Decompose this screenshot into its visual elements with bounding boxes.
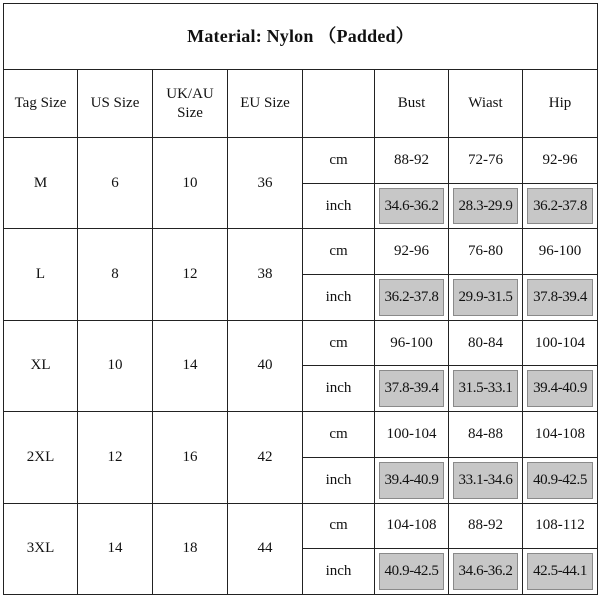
bust-inch-value: 34.6-36.2 — [384, 197, 439, 214]
header-uk-au-size: UK/AU Size — [153, 70, 228, 138]
us-size-cell: 6 — [78, 138, 153, 229]
eu-size-cell: 36 — [228, 138, 303, 229]
hip-cm-cell: 100-104 — [523, 320, 598, 366]
hip-inch-value: 42.5-44.1 — [533, 563, 587, 580]
table-row — [4, 320, 598, 366]
waist-inch-cell — [449, 183, 523, 229]
hip-cm-cell: 104-108 — [523, 412, 598, 458]
hip-inch-cell — [523, 549, 598, 595]
us-size-cell: 14 — [78, 503, 153, 594]
unit-cm-cell: cm — [303, 412, 375, 458]
bust-inch-cell — [375, 275, 449, 321]
waist-inch-value: 33.1-34.6 — [458, 471, 513, 488]
waist-cm-cell: 88-92 — [449, 503, 523, 549]
tag-size-cell: L — [4, 229, 78, 320]
bust-cm-cell: 100-104 — [375, 412, 449, 458]
title-label: Material: Nylon — [187, 26, 314, 46]
table-row — [4, 503, 598, 549]
tag-size-cell: M — [4, 138, 78, 229]
eu-size-cell: 38 — [228, 229, 303, 320]
header-waist: Wiast — [449, 70, 523, 138]
hip-cm-cell: 92-96 — [523, 138, 598, 184]
waist-inch-value: 28.3-29.9 — [458, 197, 513, 214]
bust-cm-cell: 96-100 — [375, 320, 449, 366]
hip-inch-cell — [523, 183, 598, 229]
waist-inch-cell — [449, 366, 523, 412]
uk-au-size-cell: 18 — [153, 503, 228, 594]
table-row — [4, 138, 598, 184]
unit-cm-cell: cm — [303, 503, 375, 549]
waist-inch-value: 31.5-33.1 — [458, 380, 513, 397]
bust-inch-value: 37.8-39.4 — [384, 380, 439, 397]
bust-cm-cell: 88-92 — [375, 138, 449, 184]
unit-inch-cell: inch — [303, 549, 375, 595]
bust-inch-value: 40.9-42.5 — [384, 563, 439, 580]
title-note: （Padded） — [318, 26, 414, 46]
hip-inch-value: 39.4-40.9 — [533, 380, 587, 397]
hip-inch-cell — [523, 275, 598, 321]
header-unit — [303, 70, 375, 138]
unit-inch-cell: inch — [303, 183, 375, 229]
header-bust: Bust — [375, 70, 449, 138]
bust-cm-cell: 92-96 — [375, 229, 449, 275]
hip-cm-cell: 96-100 — [523, 229, 598, 275]
uk-au-size-cell: 14 — [153, 320, 228, 411]
us-size-cell: 10 — [78, 320, 153, 411]
hip-inch-cell — [523, 457, 598, 503]
title-row — [4, 4, 598, 70]
uk-au-size-cell: 16 — [153, 412, 228, 503]
waist-inch-value: 34.6-36.2 — [458, 563, 513, 580]
uk-au-size-cell: 12 — [153, 229, 228, 320]
bust-inch-cell — [375, 183, 449, 229]
header-hip: Hip — [523, 70, 598, 138]
waist-inch-cell — [449, 457, 523, 503]
eu-size-cell: 42 — [228, 412, 303, 503]
size-table — [3, 3, 598, 595]
us-size-cell: 8 — [78, 229, 153, 320]
tag-size-cell: 2XL — [4, 412, 78, 503]
hip-inch-cell — [523, 366, 598, 412]
waist-cm-cell: 84-88 — [449, 412, 523, 458]
bust-inch-cell — [375, 457, 449, 503]
waist-cm-cell: 76-80 — [449, 229, 523, 275]
header-tag-size: Tag Size — [4, 70, 78, 138]
unit-cm-cell: cm — [303, 138, 375, 184]
waist-cm-cell: 80-84 — [449, 320, 523, 366]
unit-inch-cell: inch — [303, 275, 375, 321]
uk-au-size-cell: 10 — [153, 138, 228, 229]
hip-inch-value: 37.8-39.4 — [533, 288, 587, 305]
hip-inch-value: 40.9-42.5 — [533, 471, 587, 488]
us-size-cell: 12 — [78, 412, 153, 503]
eu-size-cell: 44 — [228, 503, 303, 594]
waist-cm-cell: 72-76 — [449, 138, 523, 184]
header-eu-size: EU Size — [228, 70, 303, 138]
waist-inch-cell — [449, 549, 523, 595]
unit-inch-cell: inch — [303, 457, 375, 503]
bust-inch-cell — [375, 366, 449, 412]
header-row — [4, 70, 598, 138]
bust-inch-value: 36.2-37.8 — [384, 288, 439, 305]
eu-size-cell: 40 — [228, 320, 303, 411]
waist-inch-cell — [449, 275, 523, 321]
bust-inch-cell — [375, 549, 449, 595]
table-row — [4, 229, 598, 275]
hip-inch-value: 36.2-37.8 — [533, 197, 587, 214]
waist-inch-value: 29.9-31.5 — [458, 288, 513, 305]
unit-cm-cell: cm — [303, 229, 375, 275]
tag-size-cell: XL — [4, 320, 78, 411]
unit-cm-cell: cm — [303, 320, 375, 366]
tag-size-cell: 3XL — [4, 503, 78, 594]
header-us-size: US Size — [78, 70, 153, 138]
unit-inch-cell: inch — [303, 366, 375, 412]
bust-inch-value: 39.4-40.9 — [384, 471, 439, 488]
table-title — [4, 4, 598, 70]
hip-cm-cell: 108-112 — [523, 503, 598, 549]
table-row — [4, 412, 598, 458]
bust-cm-cell: 104-108 — [375, 503, 449, 549]
